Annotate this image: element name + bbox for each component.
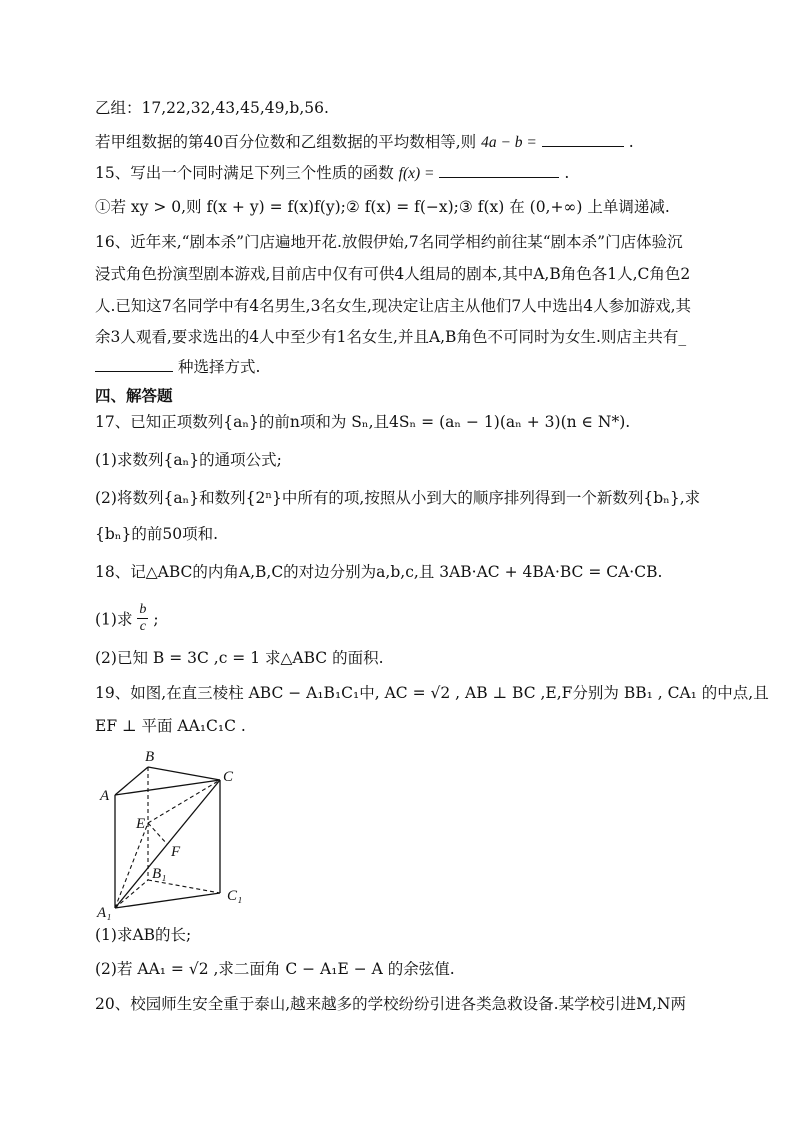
text-line-q19: 19、如图,在直三棱柱 ABC − A₁B₁C₁中, AC = √2 , AB ⊥ BC ,E,F分别为 BB₁ , CA₁ 的中点,且 [95,684,769,702]
text-line-q15 [95,163,569,184]
q15-period: . [564,164,570,182]
q14-text: 若甲组数据的第40百分位数和乙组数据的平均数相等,则 [95,133,477,151]
fraction-denominator: c [139,619,147,634]
text-line-q18: 18、记△ABC的内角A,B,C的对边分别为a,b,c,且 3AB·AC + 4BA·BC = CA·CB. [95,563,663,581]
label-f: F [171,844,181,860]
q15-text: 15、写出一个同时满足下列三个性质的函数 [95,164,394,182]
q15-expression: f(x) = [398,165,435,182]
q14-expression: 4a − b = [481,134,537,151]
label-b1: B₁ [152,866,167,882]
edge-bc [148,767,220,780]
text-line-q20: 20、校园师生安全重于泰山,越来越多的学校纷纷引进各类急救设备.某学校引进M,N两 [95,995,686,1013]
label-a: A [100,788,110,804]
answer-blank [542,132,624,147]
text-line-q17-part2-cont: {bₙ}的前50项和. [95,525,219,543]
edge-a1c1 [115,893,220,908]
fraction-b-over-c [137,602,148,635]
text-line-group-b: 乙组：17,22,32,43,45,49,b,56. [95,99,329,117]
label-a1: A₁ [97,905,112,920]
text-line-q17-part1: (1)求数列{aₙ}的通项公式; [95,451,282,469]
text-line-q16-4: 余3人观看,要求选出的4人中至少有1名女生,并且A,B角色不可同时为女生.则店主共有_ [95,328,687,346]
text-line-q18-part1 [95,604,159,637]
q14-period: . [628,133,634,151]
section-heading-answers: 四、解答题 [95,386,173,405]
segment-ec-hidden [148,780,220,823]
label-e: E [136,816,146,832]
text-line-q14-condition [95,132,634,153]
segment-a1e-hidden [115,823,148,908]
prism-figure [90,745,260,920]
edge-a1c [115,780,220,908]
label-b: B [145,749,155,765]
text-line-q17-part2: (2)将数列{aₙ}和数列{2ⁿ}中所有的项,按照从小到大的顺序排列得到一个新数列{bₙ},求 [95,489,701,507]
q16-tail: 种选择方式. [177,358,261,376]
text-line-q16-2: 浸式角色扮演型剧本游戏,目前店中仅有可供4人组局的剧本,其中A,B角色各1人,C角色2 [95,265,691,283]
q18-part1-end: ; [153,610,159,629]
answer-blank [95,357,173,372]
answer-blank [439,163,559,178]
q18-part1-text: (1)求 [95,610,133,629]
text-line-q19-part2: (2)若 AA₁ = √2 ,求二面角 C − A₁E − A 的余弦值. [95,960,455,978]
text-line-q16-1: 16、近年来,“剧本杀”门店遍地开花.放假伊始,7名同学相约前往某“剧本杀”门店体验沉 [95,233,683,251]
text-line-q19-cont: EF ⊥ 平面 AA₁C₁C . [95,717,246,735]
text-line-q16-5 [95,357,260,377]
segment-ef-hidden [148,823,167,844]
fraction-numerator: b [139,602,147,617]
text-line-q17: 17、已知正项数列{aₙ}的前n项和为 Sₙ,且4Sₙ = (aₙ − 1)(aₙ + 3)(n ∈ N*). [95,413,631,431]
text-line-q16-3: 人.已知这7名同学中有4名男生,3名女生,现决定让店主从他们7人中选出4人参加游戏,其 [95,297,692,315]
text-line-q18-part2: (2)已知 B = 3C ,c = 1 求△ABC 的面积. [95,649,384,667]
text-line-q15-properties: ①若 xy > 0,则 f(x + y) = f(x)f(y);② f(x) = f(−x);③ f(x) 在 (0,+∞) 上单调递减. [95,198,670,216]
label-c1: C₁ [227,888,243,904]
text-line-q19-part1: (1)求AB的长; [95,926,192,944]
label-c: C [223,769,234,785]
